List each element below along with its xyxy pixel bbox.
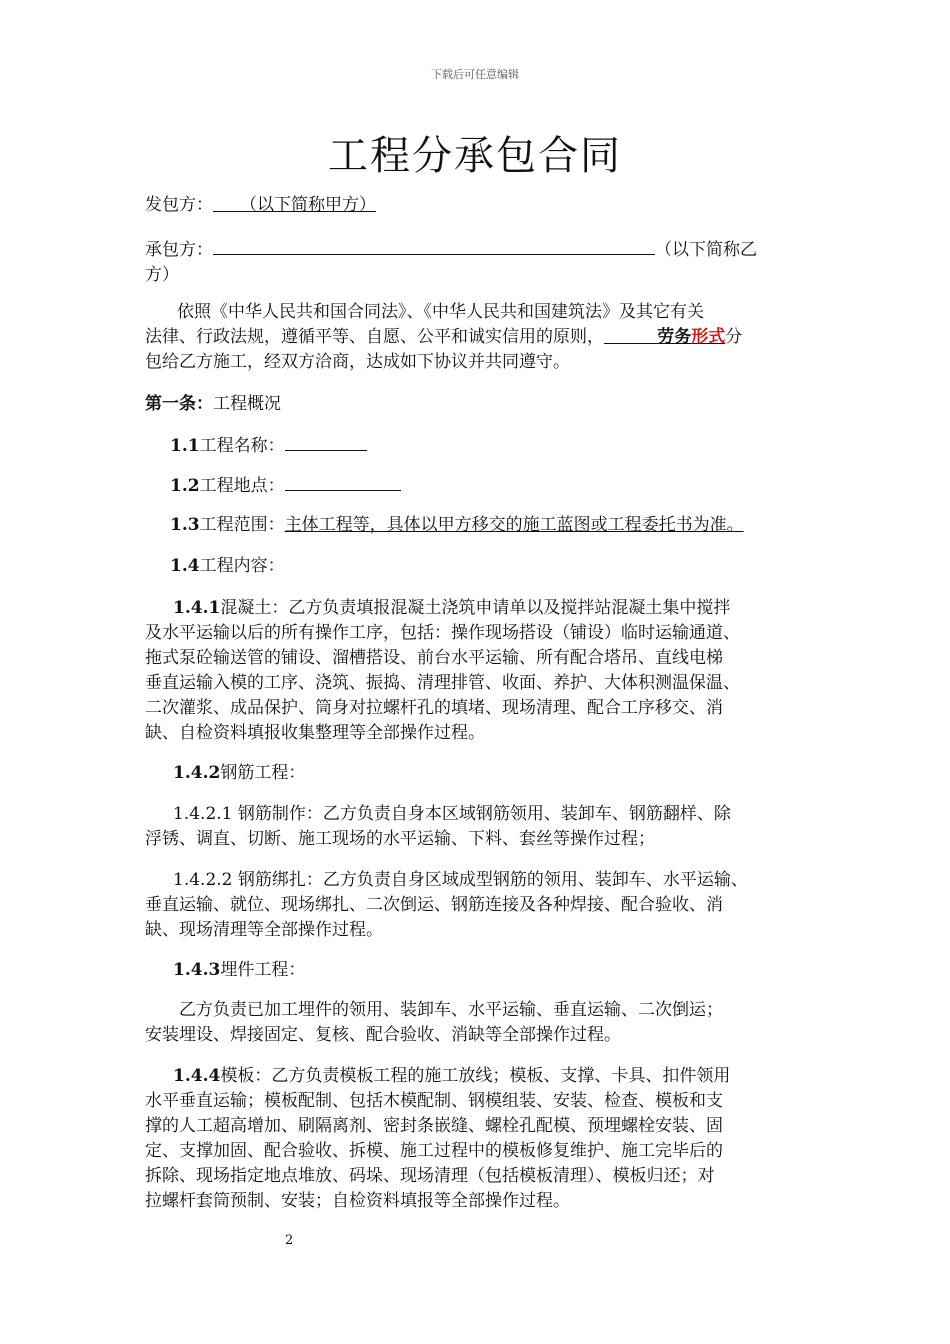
section-1-4: 1.4工程内容： (170, 556, 285, 576)
section-1-4-2-2: 1.4.2.2 钢筋绑扎：乙方负责自身区域成型钢筋的领用、装卸车、水平运输、 垂直运输、就位、现场绑扎、二次倒运、钢筋连接及各种焊接、配合验收、消 缺、现场清理等全部操作过程。 (145, 870, 748, 940)
section-1-4-3: 1.4.3埋件工程： (173, 960, 306, 980)
page-number: 2 (285, 1233, 294, 1248)
party-b-suffix: （以下简称乙 (655, 240, 757, 260)
section-1-4-2: 1.4.2钢筋工程： (173, 763, 306, 783)
project-name-blank (285, 432, 367, 451)
party-b-line (145, 236, 813, 288)
page-title: 工程分承包合同 (328, 133, 622, 179)
page-header: 下载后可任意编辑 (431, 68, 519, 81)
project-location-blank (285, 472, 401, 491)
party-b-label: 承包方： (145, 240, 213, 260)
party-a-value: （以下简称甲方） (240, 195, 377, 215)
article-1-heading: 第一条：工程概况 (145, 394, 281, 414)
section-1-3: 1.3工程范围：主体工程等，具体以甲方移交的施工蓝图或工程委托书为准。 (170, 515, 744, 535)
section-1-4-2-1: 1.4.2.1 钢筋制作：乙方负责自身本区域钢筋领用、装卸车、钢筋翻样、除 浮锈、调直、切断、施工现场的水平运输、下料、套丝等操作过程； (145, 804, 731, 849)
intro-underline: 劳务形式 (657, 327, 726, 347)
party-b-suffix2: 方） (145, 265, 179, 285)
section-1-1: 1.1工程名称： (145, 432, 838, 459)
intro-paragraph: 依照《中华人民共和国合同法》、《中华人民共和国建筑法》及其它有关 法律、行政法规，遵循平等、自愿、公平和诚实信用的原则， 劳务形式分 包给乙方施工，经双方洽商，达成如下协议并共同遵守。 (145, 302, 743, 372)
party-b-blank (213, 236, 655, 255)
section-1-2: 1.2工程地点： (145, 472, 838, 499)
section-1-4-4: 1.4.4模板：乙方负责模板工程的施工放线；模板、支撑、卡具、扣件领用 水平垂直运输；模板配制、包括木模配制、钢模组装、安装、检查、模板和支 撑的人工超高增加、刷隔离剂、密封条嵌缝、螺栓孔配模、预埋螺栓安装、固 定、支撑加固、配合验收、拆模、施工过程中的模板修复维护、施工完毕后的 拆除、现场指定地点堆放、码垛、现场清理（包括模板清理）、模板归还；对 拉螺杆套筒预制、安装；自检资料填报等全部操作过程。 (145, 1066, 731, 1211)
section-1-4-1: 1.4.1混凝土：乙方负责填报混凝土浇筑申请单以及搅拌站混凝土集中搅拌 及水平运输以后的所有操作工序，包括：操作现场搭设（铺设）临时运输通道、 拖式泵砼输送管的铺设、溜槽搭设、前台水平运输、所有配合塔吊、直线电梯 垂直运输入模的工序、浇筑、振捣、清理排管、收面、养护、大体积测温保温、 二次灌浆、成品保护、筒身对拉螺杆孔的填堵、现场清理、配合工序移交、消 缺、自检资料填报收集整理等全部操作过程。 (145, 598, 740, 743)
party-a-line (145, 193, 813, 218)
section-1-4-3-body: 乙方负责已加工埋件的领用、装卸车、水平运输、垂直运输、二次倒运； 安装埋设、焊接固定、复核、配合验收、消缺等全部操作过程。 (145, 1000, 723, 1045)
party-a-label: 发包方： (145, 195, 213, 215)
